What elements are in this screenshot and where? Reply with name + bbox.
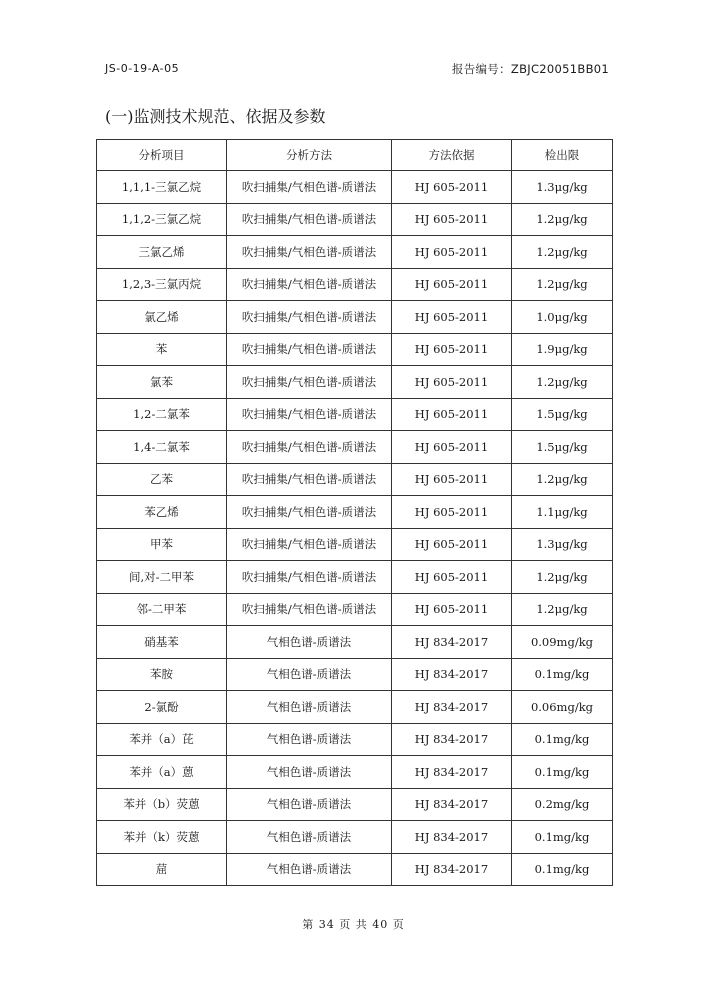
cell-detection-limit: 1.2μg/kg bbox=[512, 593, 613, 626]
cell-analysis-method: 吹扫捕集/气相色谱-质谱法 bbox=[227, 528, 392, 561]
cell-analysis-method: 吹扫捕集/气相色谱-质谱法 bbox=[227, 268, 392, 301]
cell-analysis-method: 吹扫捕集/气相色谱-质谱法 bbox=[227, 203, 392, 236]
table-row bbox=[97, 626, 613, 659]
table-row bbox=[97, 756, 613, 789]
cell-analysis-item: 䓛 bbox=[97, 853, 227, 886]
cell-method-basis: HJ 834-2017 bbox=[392, 626, 512, 659]
cell-analysis-item: 1,2,3-三氯丙烷 bbox=[97, 268, 227, 301]
cell-detection-limit: 0.1mg/kg bbox=[512, 756, 613, 789]
cell-analysis-item: 氯乙烯 bbox=[97, 301, 227, 334]
table-body bbox=[97, 171, 613, 886]
cell-method-basis: HJ 605-2011 bbox=[392, 463, 512, 496]
cell-analysis-method: 气相色谱-质谱法 bbox=[227, 821, 392, 854]
table-row bbox=[97, 463, 613, 496]
cell-method-basis: HJ 605-2011 bbox=[392, 236, 512, 269]
cell-detection-limit: 0.1mg/kg bbox=[512, 723, 613, 756]
cell-analysis-item: 甲苯 bbox=[97, 528, 227, 561]
table-row bbox=[97, 496, 613, 529]
cell-analysis-item: 硝基苯 bbox=[97, 626, 227, 659]
table-row bbox=[97, 398, 613, 431]
cell-analysis-item: 苯并（k）荧蒽 bbox=[97, 821, 227, 854]
table-row bbox=[97, 788, 613, 821]
table-row bbox=[97, 236, 613, 269]
cell-detection-limit: 1.0μg/kg bbox=[512, 301, 613, 334]
cell-analysis-method: 气相色谱-质谱法 bbox=[227, 658, 392, 691]
table-row bbox=[97, 821, 613, 854]
cell-detection-limit: 1.2μg/kg bbox=[512, 463, 613, 496]
cell-analysis-item: 苯并（a）蒽 bbox=[97, 756, 227, 789]
cell-method-basis: HJ 834-2017 bbox=[392, 756, 512, 789]
cell-detection-limit: 1.2μg/kg bbox=[512, 236, 613, 269]
cell-method-basis: HJ 605-2011 bbox=[392, 171, 512, 204]
table-row bbox=[97, 301, 613, 334]
cell-analysis-method: 吹扫捕集/气相色谱-质谱法 bbox=[227, 496, 392, 529]
column-header-method: 分析方法 bbox=[227, 140, 392, 171]
cell-detection-limit: 1.2μg/kg bbox=[512, 203, 613, 236]
cell-analysis-item: 氯苯 bbox=[97, 366, 227, 399]
cell-detection-limit: 1.3μg/kg bbox=[512, 171, 613, 204]
table-row bbox=[97, 723, 613, 756]
cell-detection-limit: 1.2μg/kg bbox=[512, 366, 613, 399]
cell-analysis-method: 气相色谱-质谱法 bbox=[227, 691, 392, 724]
table-row bbox=[97, 171, 613, 204]
cell-detection-limit: 1.2μg/kg bbox=[512, 561, 613, 594]
table-row bbox=[97, 333, 613, 366]
cell-method-basis: HJ 834-2017 bbox=[392, 723, 512, 756]
cell-method-basis: HJ 605-2011 bbox=[392, 528, 512, 561]
table-row bbox=[97, 431, 613, 464]
section-title: (一)监测技术规范、依据及参数 bbox=[105, 107, 326, 126]
cell-method-basis: HJ 605-2011 bbox=[392, 561, 512, 594]
cell-analysis-method: 吹扫捕集/气相色谱-质谱法 bbox=[227, 301, 392, 334]
cell-method-basis: HJ 605-2011 bbox=[392, 301, 512, 334]
column-header-basis: 方法依据 bbox=[392, 140, 512, 171]
cell-analysis-item: 2-氯酚 bbox=[97, 691, 227, 724]
cell-detection-limit: 0.1mg/kg bbox=[512, 821, 613, 854]
cell-detection-limit: 1.5μg/kg bbox=[512, 398, 613, 431]
page-number: 第 34 页 共 40 页 bbox=[302, 918, 405, 931]
table-row bbox=[97, 268, 613, 301]
table-header-row bbox=[97, 140, 613, 171]
cell-analysis-item: 1,1,1-三氯乙烷 bbox=[97, 171, 227, 204]
cell-method-basis: HJ 834-2017 bbox=[392, 658, 512, 691]
cell-analysis-item: 苯并（b）荧蒽 bbox=[97, 788, 227, 821]
cell-analysis-item: 1,4-二氯苯 bbox=[97, 431, 227, 464]
parameters-table bbox=[96, 139, 613, 886]
cell-method-basis: HJ 834-2017 bbox=[392, 788, 512, 821]
document-code: JS-0-19-A-05 bbox=[105, 62, 180, 75]
cell-analysis-method: 吹扫捕集/气相色谱-质谱法 bbox=[227, 561, 392, 594]
cell-method-basis: HJ 605-2011 bbox=[392, 593, 512, 626]
cell-method-basis: HJ 605-2011 bbox=[392, 268, 512, 301]
column-header-limit: 检出限 bbox=[512, 140, 613, 171]
cell-analysis-item: 苯乙烯 bbox=[97, 496, 227, 529]
cell-analysis-method: 吹扫捕集/气相色谱-质谱法 bbox=[227, 593, 392, 626]
cell-analysis-method: 气相色谱-质谱法 bbox=[227, 723, 392, 756]
cell-detection-limit: 0.1mg/kg bbox=[512, 658, 613, 691]
table-row bbox=[97, 561, 613, 594]
cell-analysis-item: 1,2-二氯苯 bbox=[97, 398, 227, 431]
cell-method-basis: HJ 834-2017 bbox=[392, 853, 512, 886]
cell-method-basis: HJ 834-2017 bbox=[392, 691, 512, 724]
cell-analysis-item: 间,对-二甲苯 bbox=[97, 561, 227, 594]
cell-detection-limit: 1.9μg/kg bbox=[512, 333, 613, 366]
cell-detection-limit: 0.09mg/kg bbox=[512, 626, 613, 659]
table-row bbox=[97, 853, 613, 886]
cell-analysis-method: 吹扫捕集/气相色谱-质谱法 bbox=[227, 463, 392, 496]
report-number: 报告编号：ZBJC20051BB01 bbox=[451, 62, 609, 76]
cell-method-basis: HJ 605-2011 bbox=[392, 431, 512, 464]
cell-analysis-item: 苯胺 bbox=[97, 658, 227, 691]
cell-method-basis: HJ 834-2017 bbox=[392, 821, 512, 854]
cell-analysis-method: 吹扫捕集/气相色谱-质谱法 bbox=[227, 333, 392, 366]
column-header-item: 分析项目 bbox=[97, 140, 227, 171]
cell-analysis-method: 气相色谱-质谱法 bbox=[227, 756, 392, 789]
cell-analysis-method: 吹扫捕集/气相色谱-质谱法 bbox=[227, 171, 392, 204]
cell-analysis-method: 气相色谱-质谱法 bbox=[227, 626, 392, 659]
table-row bbox=[97, 203, 613, 236]
cell-detection-limit: 1.3μg/kg bbox=[512, 528, 613, 561]
cell-method-basis: HJ 605-2011 bbox=[392, 496, 512, 529]
cell-detection-limit: 0.06mg/kg bbox=[512, 691, 613, 724]
cell-method-basis: HJ 605-2011 bbox=[392, 398, 512, 431]
cell-analysis-item: 1,1,2-三氯乙烷 bbox=[97, 203, 227, 236]
cell-detection-limit: 0.2mg/kg bbox=[512, 788, 613, 821]
cell-analysis-item: 邻-二甲苯 bbox=[97, 593, 227, 626]
cell-detection-limit: 1.5μg/kg bbox=[512, 431, 613, 464]
cell-method-basis: HJ 605-2011 bbox=[392, 366, 512, 399]
cell-analysis-item: 苯 bbox=[97, 333, 227, 366]
cell-method-basis: HJ 605-2011 bbox=[392, 203, 512, 236]
table-row bbox=[97, 658, 613, 691]
table-row bbox=[97, 528, 613, 561]
cell-analysis-item: 乙苯 bbox=[97, 463, 227, 496]
cell-analysis-method: 吹扫捕集/气相色谱-质谱法 bbox=[227, 366, 392, 399]
table-row bbox=[97, 366, 613, 399]
cell-analysis-method: 气相色谱-质谱法 bbox=[227, 853, 392, 886]
cell-detection-limit: 0.1mg/kg bbox=[512, 853, 613, 886]
cell-method-basis: HJ 605-2011 bbox=[392, 333, 512, 366]
cell-analysis-item: 苯并（a）芘 bbox=[97, 723, 227, 756]
cell-analysis-method: 吹扫捕集/气相色谱-质谱法 bbox=[227, 398, 392, 431]
table-row bbox=[97, 593, 613, 626]
cell-analysis-method: 吹扫捕集/气相色谱-质谱法 bbox=[227, 431, 392, 464]
cell-analysis-method: 吹扫捕集/气相色谱-质谱法 bbox=[227, 236, 392, 269]
table-row bbox=[97, 691, 613, 724]
cell-detection-limit: 1.1μg/kg bbox=[512, 496, 613, 529]
cell-analysis-method: 气相色谱-质谱法 bbox=[227, 788, 392, 821]
cell-analysis-item: 三氯乙烯 bbox=[97, 236, 227, 269]
cell-detection-limit: 1.2μg/kg bbox=[512, 268, 613, 301]
